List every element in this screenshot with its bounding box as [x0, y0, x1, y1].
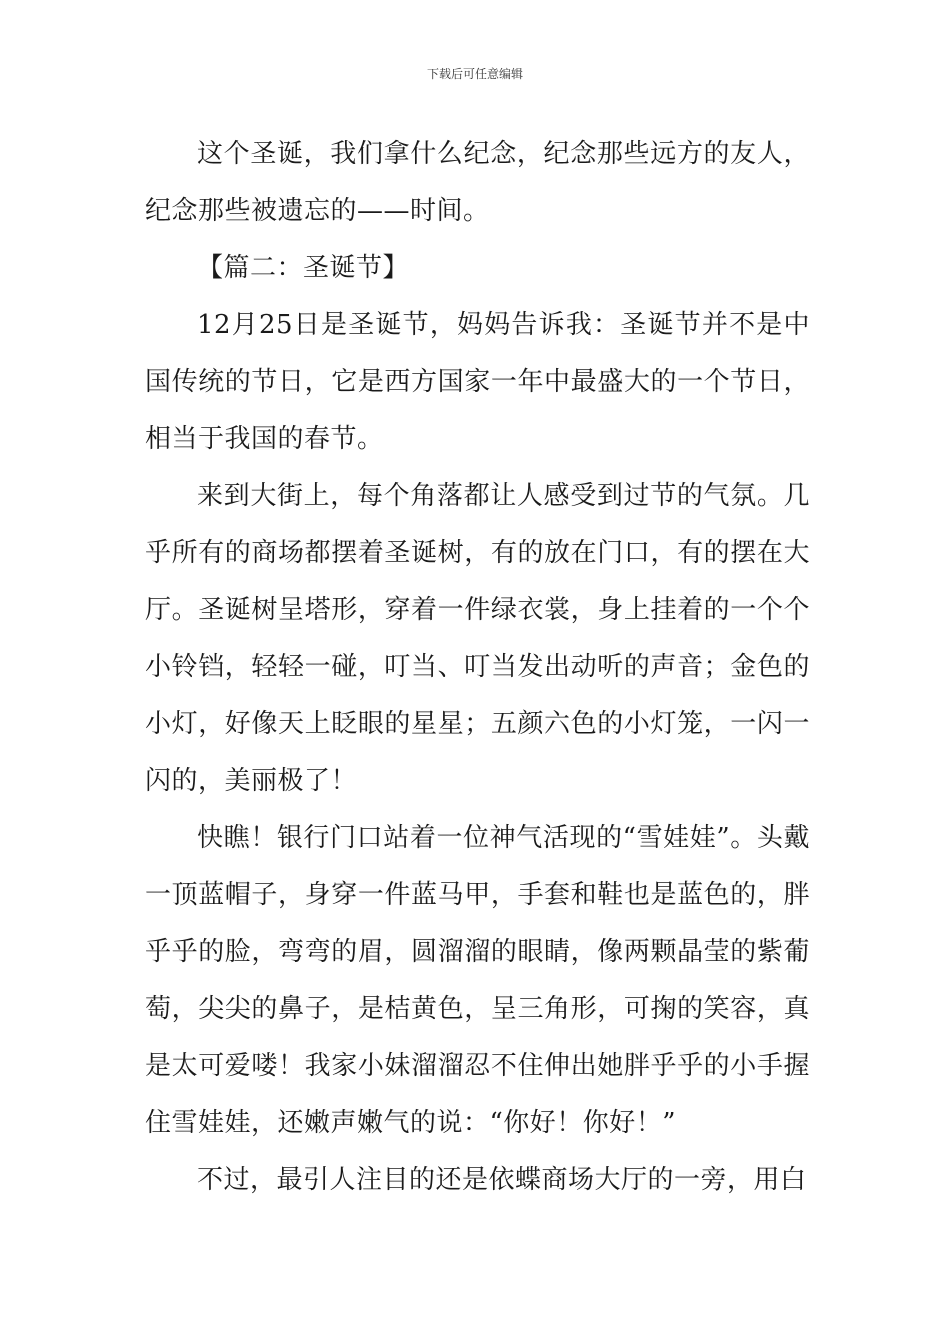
paragraph: 快瞧！银行门口站着一位神气活现的“雪娃娃”。头戴一顶蓝帽子，身穿一件蓝马甲，手套和鞋也是蓝色的，胖乎乎的脸，弯弯的眉，圆溜溜的眼睛，像两颗晶莹的紫葡萄，尖尖的鼻子，是桔黄色，呈三角形，可掬的笑容，真是太可爱喽！我家小妹溜溜忍不住伸出她胖乎乎的小手握住雪娃娃，还嫩声嫩气的说：“你好！你好！”	[145, 823, 810, 1138]
page-header: 下载后可任意编辑	[426, 67, 523, 81]
paragraph: 来到大街上，每个角落都让人感受到过节的气氛。几乎所有的商场都摆着圣诞树，有的放在门口，有的摆在大厅。圣诞树呈塔形，穿着一件绿衣裳，身上挂着的一个个小铃铛，轻轻一碰，叮当、叮当发出动听的声音；金色的小灯，好像天上眨眼的星星；五颜六色的小灯笼，一闪一闪的，美丽极了！	[145, 481, 810, 796]
section-heading: 【篇二：圣诞节】	[197, 253, 410, 283]
document-body	[145, 126, 810, 1209]
paragraph: 这个圣诞，我们拿什么纪念，纪念那些远方的友人，纪念那些被遗忘的——时间。	[145, 139, 810, 226]
paragraph: 不过，最引人注目的还是依蝶商场大厅的一旁，用白	[197, 1165, 807, 1195]
paragraph: 12月25日是圣诞节，妈妈告诉我：圣诞节并不是中国传统的节日，它是西方国家一年中最盛大的一个节日，相当于我国的春节。	[145, 310, 810, 454]
